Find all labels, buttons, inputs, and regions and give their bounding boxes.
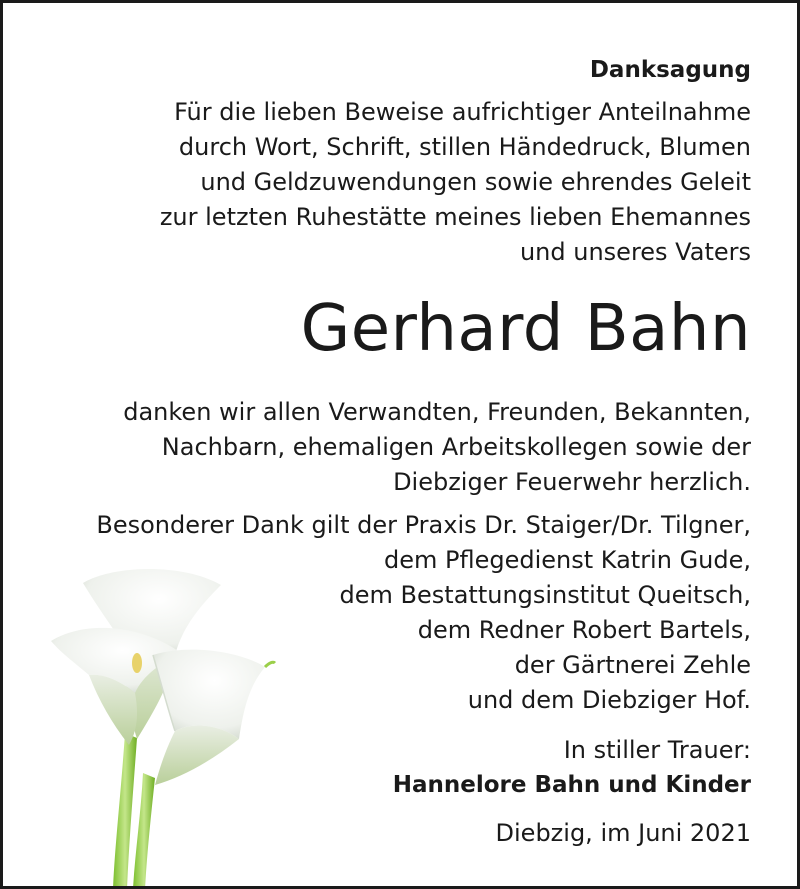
intro-line: durch Wort, Schrift, stillen Händedruck, Blumen <box>178 133 751 161</box>
notice-heading: Danksagung <box>589 57 751 83</box>
intro-text <box>160 95 751 270</box>
thanks-text <box>123 395 751 500</box>
deceased-name: Gerhard Bahn <box>300 292 751 366</box>
special-thanks-line: dem Bestattungsinstitut Queitsch, <box>339 581 751 609</box>
intro-line: und Geldzuwendungen sowie ehrendes Geleit <box>200 168 751 196</box>
special-thanks-line: Besonderer Dank gilt der Praxis Dr. Staiger/Dr. Tilgner, <box>96 511 751 539</box>
special-thanks-line: der Gärtnerei Zehle <box>514 651 751 679</box>
signers: Hannelore Bahn und Kinder <box>392 772 751 798</box>
thanks-line: danken wir allen Verwandten, Freunden, Bekannten, <box>123 398 751 426</box>
thanks-line: Diebziger Feuerwehr herzlich. <box>393 468 751 496</box>
special-thanks-line: dem Pflegedienst Katrin Gude, <box>383 546 751 574</box>
intro-line: zur letzten Ruhestätte meines lieben Ehemannes <box>159 203 751 231</box>
intro-line: Für die lieben Beweise aufrichtiger Anteilnahme <box>174 98 751 126</box>
mourning-line: In stiller Trauer: <box>563 736 751 764</box>
special-thanks-text <box>96 508 751 718</box>
special-thanks-line: dem Redner Robert Bartels, <box>417 616 751 644</box>
intro-line: und unseres Vaters <box>519 238 751 266</box>
thanks-line: Nachbarn, ehemaligen Arbeitskollegen sowie der <box>161 433 751 461</box>
special-thanks-line: und dem Diebziger Hof. <box>467 686 751 714</box>
place-date: Diebzig, im Juni 2021 <box>495 819 751 847</box>
